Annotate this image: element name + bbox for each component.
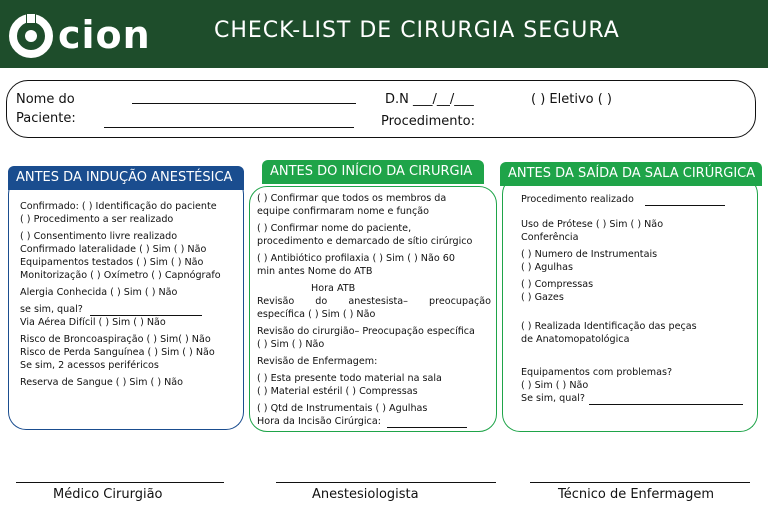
list-item[interactable]: Confirmado: ( ) Identificação do paciente	[20, 201, 217, 212]
list-item[interactable]: ( ) Material estéril ( ) Compressas	[257, 386, 418, 397]
eletivo-field[interactable]: ( ) Eletivo ( )	[531, 92, 612, 107]
list-item[interactable]: se sim, qual?	[20, 303, 242, 316]
section-antes-saida-header: ANTES DA SAÍDA DA SALA CIRÚRGICA	[500, 162, 762, 186]
section-antes-cirurgia-header: ANTES DO INÍCIO DA CIRURGIA	[262, 160, 484, 184]
list-item[interactable]: ( ) Realizada Identificação das peças	[521, 321, 697, 332]
signature-label-anestesiologista: Anestesiologista	[312, 487, 419, 502]
list-item[interactable]: Risco de Perda Sanguínea ( ) Sim ( ) Não	[20, 347, 215, 358]
list-item[interactable]: ( ) Agulhas	[521, 262, 573, 273]
list-item[interactable]: ( ) Antibiótico profilaxia ( ) Sim ( ) Não 60	[257, 253, 455, 264]
section-antes-cirurgia-list	[257, 192, 491, 428]
patient-name-label-2: Paciente:	[16, 111, 76, 126]
patient-name-line-1[interactable]	[132, 103, 356, 104]
list-item[interactable]: ( ) Gazes	[521, 292, 564, 303]
list-item[interactable]: específica ( ) Sim ( ) Não	[257, 309, 376, 320]
list-item: Revisão do anestesista– preocupação	[257, 296, 491, 307]
list-item[interactable]: Hora da Incisão Cirúrgica:	[257, 415, 491, 428]
list-item[interactable]: Risco de Broncoaspiração ( ) Sim( ) Não	[20, 334, 211, 345]
list-item[interactable]: ( ) Confirmar que todos os membros da	[257, 193, 447, 204]
cion-logo	[8, 12, 151, 58]
list-item[interactable]: Reserva de Sangue ( ) Sim ( ) Não	[20, 377, 184, 388]
list-item[interactable]: Monitorização ( ) Oxímetro ( ) Capnógrafo	[20, 270, 221, 281]
signature-label-medico: Médico Cirurgião	[53, 487, 163, 502]
page-title: CHECK-LIST DE CIRURGIA SEGURA	[214, 18, 620, 43]
list-item: procedimento e demarcado de sítio cirúrgico	[257, 236, 473, 247]
cion-logo-icon	[8, 12, 54, 58]
section-antes-inducao-list	[20, 200, 242, 389]
list-item[interactable]: Alergia Conhecida ( ) Sim ( ) Não	[20, 287, 178, 298]
list-item[interactable]: ( ) Esta presente todo material na sala	[257, 373, 442, 384]
signature-line-anestesiologista[interactable]	[276, 482, 496, 483]
list-item[interactable]: Equipamentos testados ( ) Sim ( ) Não	[20, 257, 204, 268]
list-item: equipe confirmaram nome e função	[257, 206, 430, 217]
list-item[interactable]: ( ) Procedimento a ser realizado	[20, 214, 174, 225]
list-item[interactable]: Procedimento realizado	[521, 193, 753, 206]
list-item[interactable]: ( ) Confirmar nome do paciente,	[257, 223, 412, 234]
section-antes-inducao-header: ANTES DA INDUÇÃO ANESTÉSICA	[8, 166, 244, 190]
list-item[interactable]: ( ) Numero de Instrumentais	[521, 249, 658, 260]
list-item[interactable]: ( ) Qtd de Instrumentais ( ) Agulhas	[257, 403, 428, 414]
patient-name-label-1: Nome do	[16, 92, 75, 107]
procedimento-label: Procedimento:	[381, 114, 475, 129]
list-item[interactable]: min antes Nome do ATB	[257, 266, 373, 277]
signature-label-tecnico: Técnico de Enfermagem	[558, 487, 715, 502]
logo-text: cion	[58, 13, 151, 57]
list-item[interactable]: ( ) Compressas	[521, 279, 594, 290]
list-item[interactable]: Hora ATB	[311, 283, 356, 294]
list-item[interactable]: Uso de Prótese ( ) Sim ( ) Não	[521, 219, 664, 230]
list-item[interactable]: Se sim, qual?	[521, 392, 753, 405]
list-item[interactable]: ( ) Sim ( ) Não	[521, 380, 589, 391]
signature-line-tecnico[interactable]	[530, 482, 750, 483]
section-antes-saida-list	[521, 193, 753, 405]
list-item: de Anatomopatológica	[521, 334, 630, 345]
list-item: Se sim, 2 acessos periféricos	[20, 360, 159, 371]
list-item: Revisão do cirurgião– Preocupação específica	[257, 326, 475, 337]
signature-line-medico[interactable]	[16, 482, 224, 483]
list-item[interactable]: ( ) Sim ( ) Não	[257, 339, 325, 350]
list-item: Revisão de Enfermagem:	[257, 356, 378, 367]
page-header	[0, 0, 768, 68]
list-item[interactable]: Confirmado lateralidade ( ) Sim ( ) Não	[20, 244, 207, 255]
patient-name-line-2[interactable]	[104, 127, 354, 128]
list-item[interactable]: ( ) Consentimento livre realizado	[20, 231, 178, 242]
list-item: Equipamentos com problemas?	[521, 367, 673, 378]
birth-date-field[interactable]: D.N ___/__/___	[385, 92, 474, 107]
list-item[interactable]: Via Aérea Difícil ( ) Sim ( ) Não	[20, 317, 166, 328]
list-item: Conferência	[521, 232, 579, 243]
